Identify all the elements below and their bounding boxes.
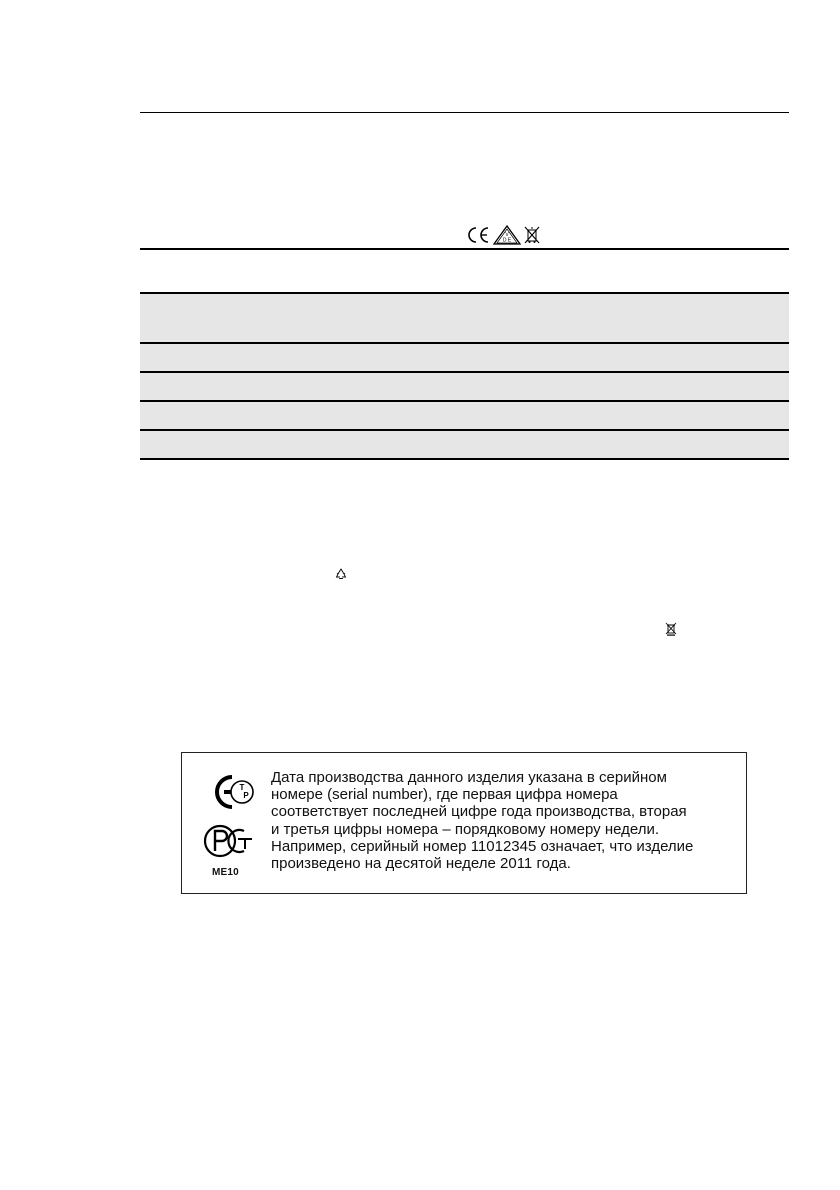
certificate-code: ME10: [212, 867, 239, 878]
certificate-text-line: номере (serial number), где первая цифра номера: [271, 786, 618, 804]
svg-text:V: V: [505, 232, 509, 238]
header-rule-top: [140, 112, 789, 113]
table-row: [140, 429, 789, 460]
header-rule-bottom: [140, 248, 789, 250]
eac-tr-mark-icon: [202, 771, 258, 813]
weee-crossed-bin-icon: [665, 622, 677, 636]
table-row: [140, 400, 789, 429]
certificate-text-line: произведено на десятой неделе 2011 года.: [271, 855, 571, 873]
certificate-text-line: Дата производства данного изделия указана в серийном: [271, 769, 667, 786]
certificate-logos: [202, 771, 262, 881]
certificate-text: [271, 769, 741, 872]
svg-text:D E: D E: [502, 237, 512, 244]
certificate-text-line: и третья цифры номера – порядковому номеру недели.: [271, 820, 660, 838]
table-row: [140, 344, 789, 371]
rst-gost-mark-icon: [202, 821, 258, 865]
technical-data-table: [140, 292, 789, 460]
ce-mark-icon: [465, 225, 491, 245]
vde-mark-icon: [493, 225, 521, 245]
weee-crossed-bin-icon: [523, 225, 541, 245]
certification-marks: [465, 224, 541, 246]
svg-text:P: P: [243, 791, 249, 800]
certificate-text-line: Например, серийный номер 11012345 означает, что изделие: [271, 837, 694, 855]
table-row: [140, 371, 789, 400]
certificate-info-box: [181, 752, 747, 894]
svg-text:T: T: [239, 783, 245, 792]
certificate-text-line: соответствует последней цифре года производства, вторая: [271, 803, 687, 821]
table-header-row: [140, 292, 789, 344]
recycling-icon: [334, 567, 348, 581]
